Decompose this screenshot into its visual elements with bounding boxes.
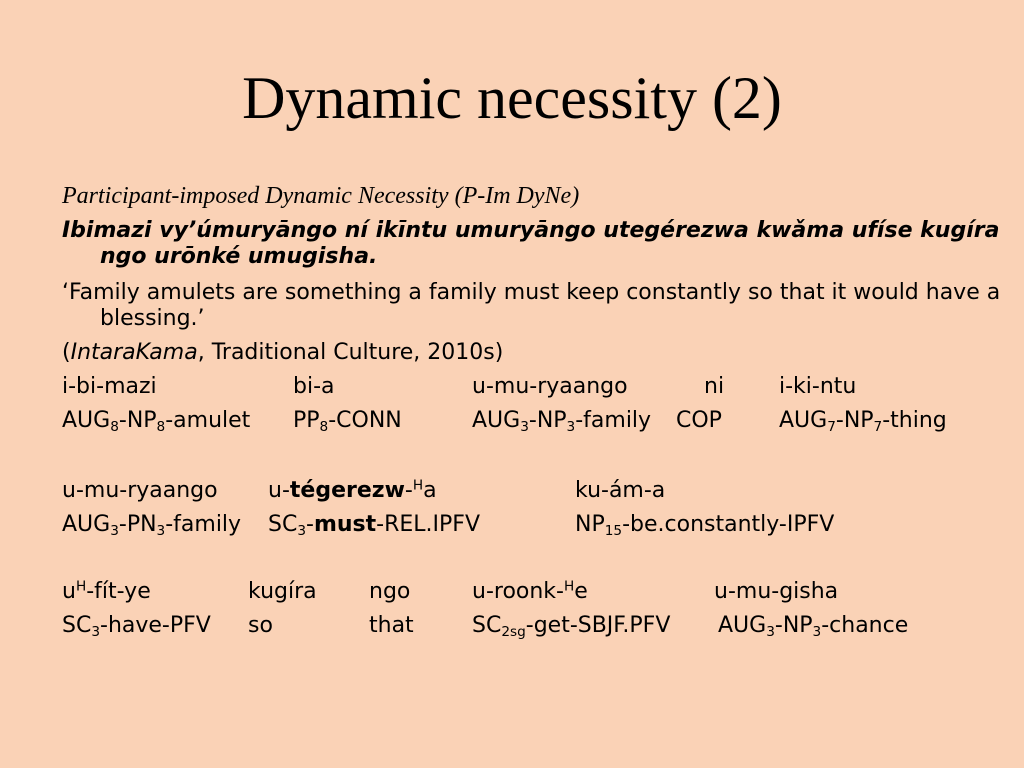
- gloss3-form-5: u-mu-gisha: [714, 579, 839, 604]
- gloss2-form-3: ku-ám-a: [575, 478, 666, 503]
- gloss1-form-2: bi-a: [293, 374, 335, 399]
- gloss1-gloss-5: $AUG_7-NP_7$-thing: [779, 408, 947, 436]
- gloss2-form-1: u-mu-ryaango: [62, 478, 218, 503]
- source-rest: , Traditional Culture, 2010s): [197, 340, 504, 365]
- gloss3-gloss-3: that: [369, 613, 414, 638]
- gloss3-form-4: u-roonk-$^H$e: [472, 578, 588, 604]
- example-sentence: Ibimazi vy’úmuryāngo ní ikīntu umuryāngo utegérezwa kwǎma ufíse kugíra ngo urōnké umugisha.: [62, 218, 1000, 269]
- gloss3-gloss-2: so: [248, 613, 273, 638]
- gloss3-gloss-4: $SC_{2sg}-get-SBJF.PFV$: [472, 613, 671, 641]
- source-open: (: [62, 340, 71, 365]
- gloss1-form-1: i-bi-mazi: [62, 374, 157, 399]
- gloss3-gloss-1: $SC_3-have$-PFV: [62, 613, 211, 641]
- gloss2-form-2: u-tégerezw-$^H$a: [268, 477, 437, 503]
- gloss1-form-4: ni: [704, 374, 725, 399]
- gloss3-form-3: ngo: [369, 579, 411, 604]
- source-citation: [62, 338, 503, 368]
- gloss1-gloss-4: COP: [676, 408, 722, 433]
- gloss3-form-1: $u^H-fít-ye$: [62, 578, 151, 604]
- subtitle: Participant-imposed Dynamic Necessity (P-Im DyNe): [62, 183, 580, 209]
- gloss1-gloss-3: $AUG_3-NP_3$-family: [472, 408, 652, 436]
- gloss2-gloss-1: $AUG_3-PN_3$-family: [62, 512, 242, 540]
- gloss1-gloss-2: $PP_8$-CONN: [293, 408, 402, 436]
- gloss3-form-2: kugíra: [248, 579, 317, 604]
- gloss1-gloss-1: $AUG_8-NP_8$-amulet: [62, 408, 251, 436]
- source-italic: IntaraKama: [70, 340, 198, 365]
- slide-title: Dynamic necessity (2): [242, 65, 782, 131]
- gloss2-gloss-3: $NP_{15}-be.constantly$-IPFV: [575, 512, 835, 540]
- gloss2-gloss-2: $SC_3-must-REL.IPFV$: [268, 512, 480, 540]
- gloss1-form-5: i-ki-ntu: [779, 374, 857, 399]
- gloss3-gloss-5: $AUG_3-NP_3$-chance: [718, 613, 909, 641]
- gloss1-form-3: u-mu-ryaango: [472, 374, 628, 399]
- translation: ‘Family amulets are something a family must keep constantly so that it would have a blessing.’: [62, 280, 1001, 331]
